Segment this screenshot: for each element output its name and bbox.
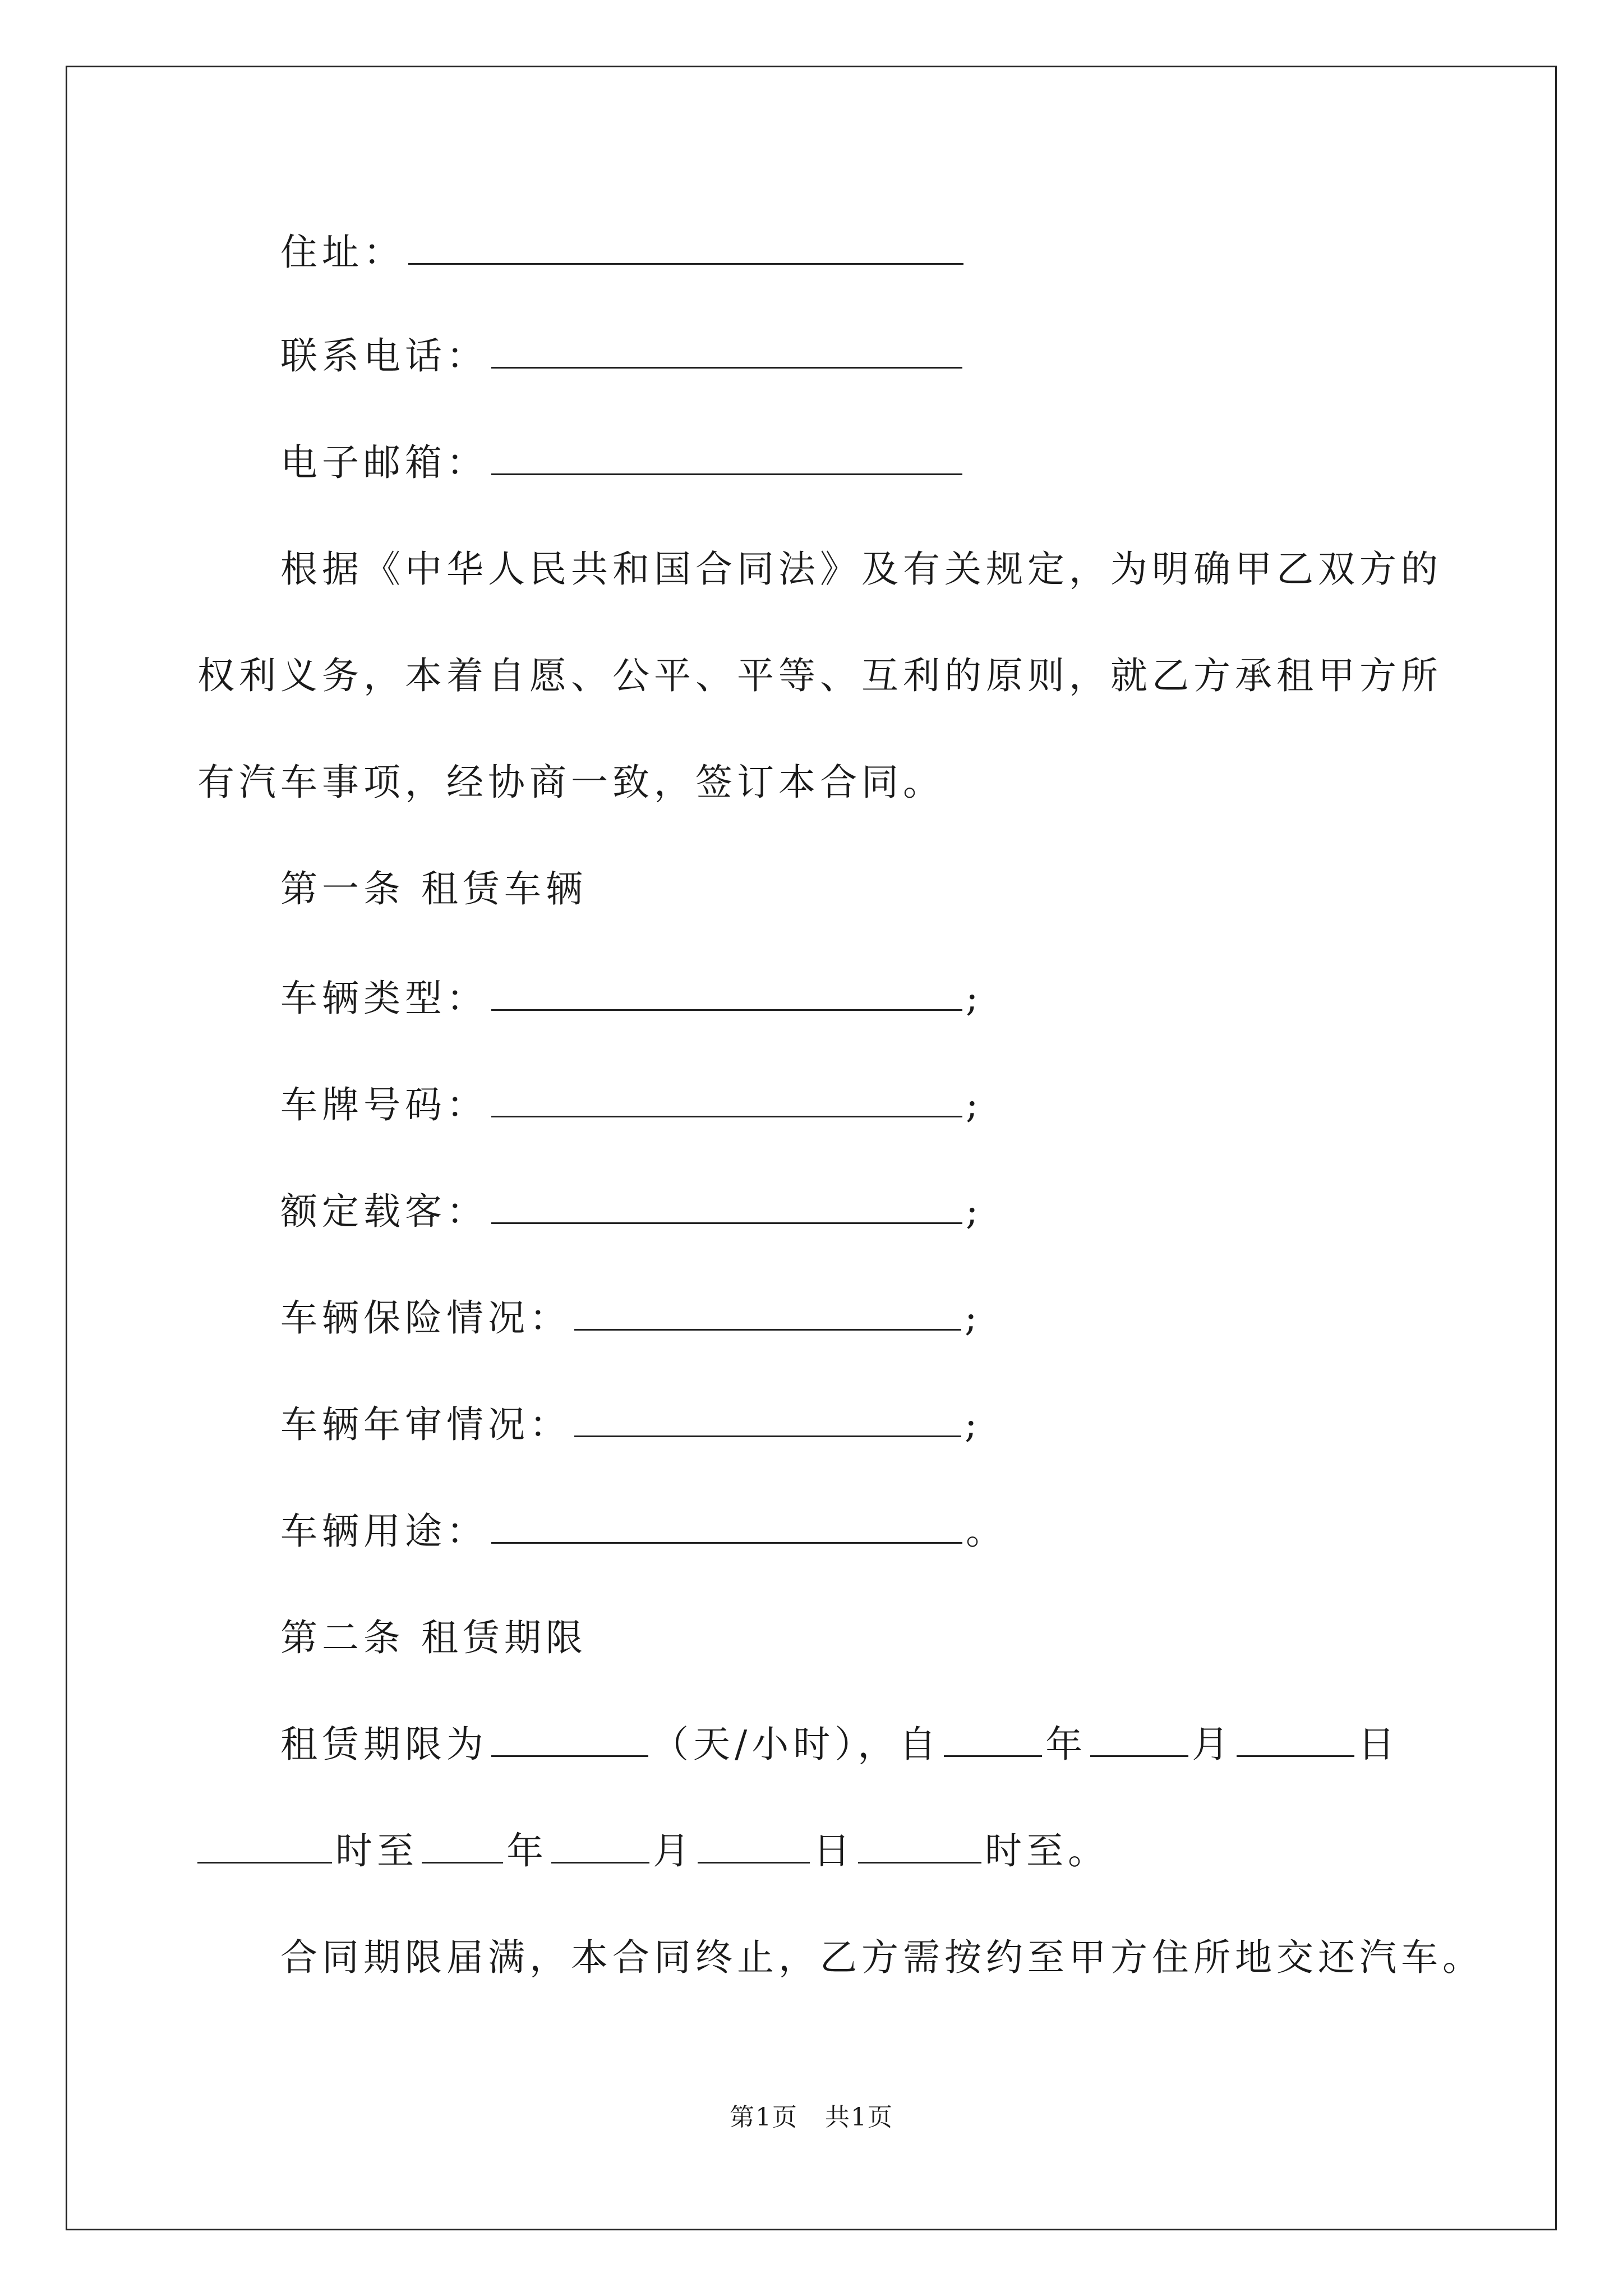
capacity-line xyxy=(280,1186,983,1237)
day-label: 日 xyxy=(813,1829,855,1872)
para1-line2: 权利义务，本着自愿、公平、平等、互利的原则，就乙方承租甲方所 xyxy=(197,654,1442,697)
email-label: 电子邮箱： xyxy=(280,441,488,484)
plate-label: 车牌号码： xyxy=(280,1083,488,1126)
term-prefix: 租赁期限为 xyxy=(280,1723,488,1766)
usage-label: 车辆用途： xyxy=(280,1510,488,1553)
inspection-blank[interactable] xyxy=(574,1402,961,1437)
start-year-blank[interactable] xyxy=(944,1722,1042,1757)
end-month-blank[interactable] xyxy=(551,1828,649,1864)
usage-line xyxy=(280,1506,1007,1557)
usage-blank[interactable] xyxy=(491,1508,962,1544)
article2-title: 第二条 租赁期限 xyxy=(280,1616,587,1659)
year-label: 年 xyxy=(506,1829,548,1872)
month-label: 月 xyxy=(653,1829,694,1872)
term-line2 xyxy=(197,1826,1109,1876)
capacity-blank[interactable] xyxy=(491,1189,962,1224)
capacity-label: 额定载客： xyxy=(280,1190,488,1233)
semicolon: ; xyxy=(965,1296,982,1340)
start-month-blank[interactable] xyxy=(1090,1722,1188,1757)
end-day-blank[interactable] xyxy=(698,1828,810,1864)
end-hour-blank[interactable] xyxy=(858,1828,981,1864)
term-unit: （天/小时），自 xyxy=(652,1723,941,1766)
plate-blank[interactable] xyxy=(491,1082,962,1117)
end-year-blank[interactable] xyxy=(422,1828,503,1864)
semicolon: ; xyxy=(965,1403,982,1446)
email-blank[interactable] xyxy=(491,440,962,475)
insurance-blank[interactable] xyxy=(574,1295,961,1331)
insurance-line xyxy=(280,1293,981,1343)
vehicle-type-blank[interactable] xyxy=(491,976,962,1011)
expiry-line: 合同期限届满，本合同终止，乙方需按约至甲方住所地交还汽车。 xyxy=(280,1936,1484,1979)
vehicle-type-line xyxy=(280,973,983,1024)
semicolon: ; xyxy=(966,1190,983,1233)
phone-label: 联系电话： xyxy=(280,334,488,378)
vehicle-type-label: 车辆类型： xyxy=(280,977,488,1020)
plate-line xyxy=(280,1080,983,1130)
month-label: 月 xyxy=(1192,1723,1234,1766)
semicolon: ; xyxy=(966,977,983,1020)
start-day-blank[interactable] xyxy=(1237,1722,1354,1757)
address-line xyxy=(280,227,967,278)
page-border xyxy=(66,66,1557,2230)
insurance-label: 车辆保险情况： xyxy=(280,1296,571,1340)
para1-line3: 有汽车事项，经协商一致，签订本合同。 xyxy=(197,761,944,804)
day-label: 日 xyxy=(1358,1723,1400,1766)
para1-line1: 根据《中华人民共和国合同法》及有关规定，为明确甲乙双方的 xyxy=(280,547,1442,591)
article1-title: 第一条 租赁车辆 xyxy=(280,867,587,910)
phone-blank[interactable] xyxy=(491,333,962,369)
term-blank[interactable] xyxy=(491,1722,648,1757)
hour-to-end-label: 时至。 xyxy=(985,1829,1109,1872)
year-label: 年 xyxy=(1045,1723,1087,1766)
phone-line xyxy=(280,331,966,381)
page-footer: 第1页 共1页 xyxy=(730,2103,893,2132)
start-hour-blank[interactable] xyxy=(197,1828,332,1864)
inspection-label: 车辆年审情况： xyxy=(280,1403,571,1446)
period: 。 xyxy=(966,1510,1007,1553)
address-blank[interactable] xyxy=(408,229,963,265)
hour-to-label: 时至 xyxy=(335,1829,418,1872)
address-label: 住址： xyxy=(280,231,405,274)
semicolon: ; xyxy=(966,1083,983,1126)
inspection-line xyxy=(280,1400,981,1450)
term-line1 xyxy=(280,1719,1399,1770)
email-line xyxy=(280,438,966,488)
